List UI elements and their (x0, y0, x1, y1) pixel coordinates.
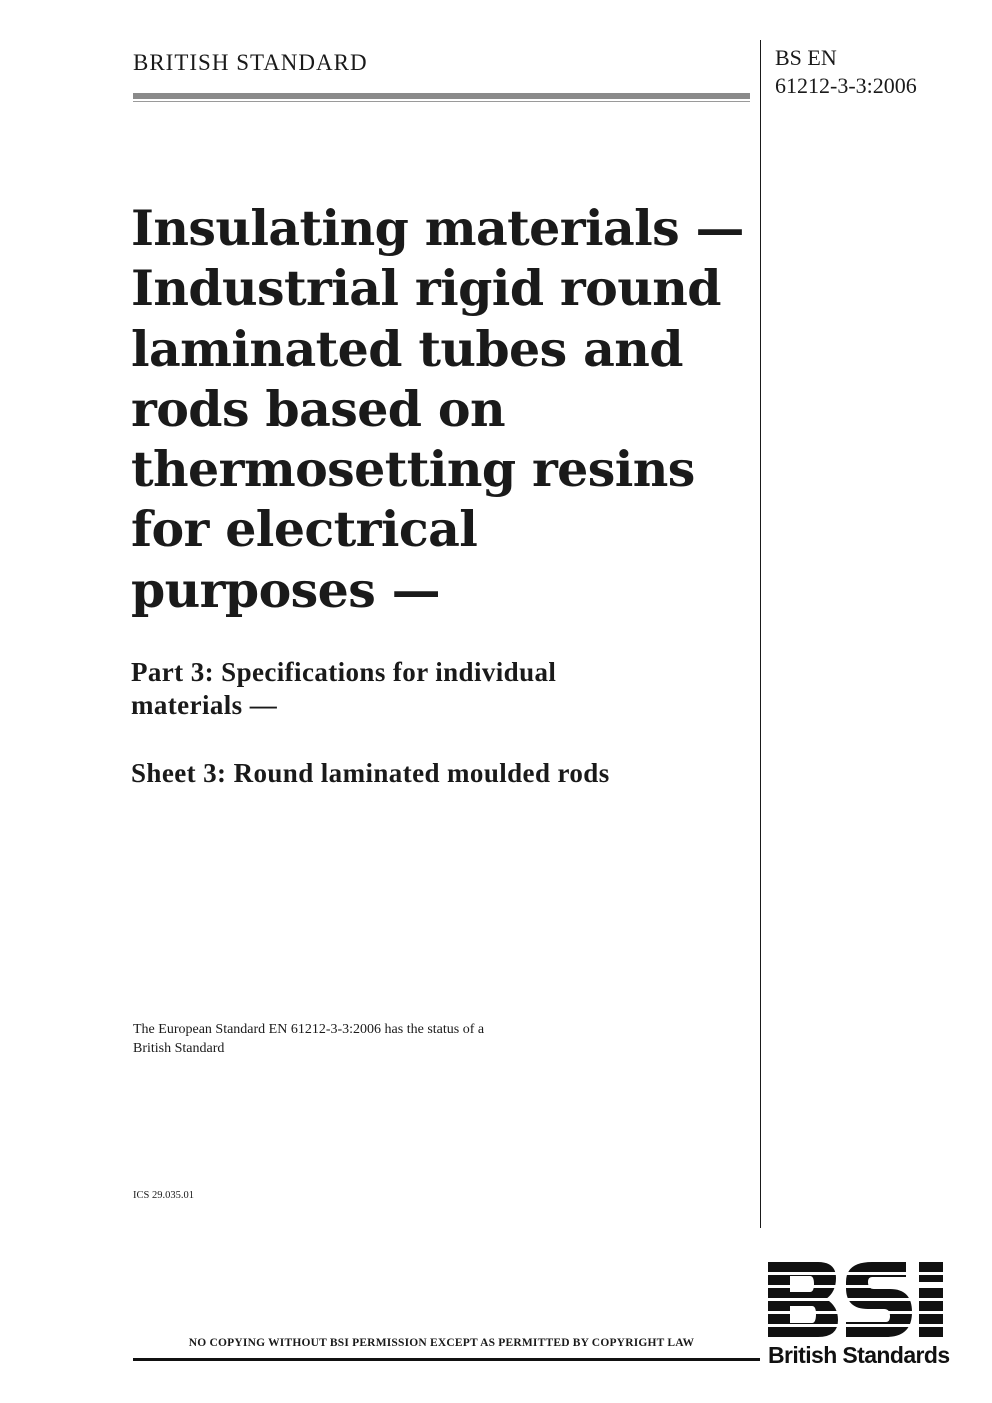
title-line: for electrical (131, 500, 478, 559)
part-title-line1: Part 3: Specifications for individual (131, 657, 557, 687)
title-line: thermosetting resins (131, 440, 695, 499)
copyright-notice: NO COPYING WITHOUT BSI PERMISSION EXCEPT AS PERMITTED BY COPYRIGHT LAW (188, 1337, 695, 1349)
document-title (131, 198, 746, 620)
title-line: laminated tubes and (131, 319, 683, 378)
ics-code: ICS 29.035.01 (133, 1190, 194, 1201)
bsi-tagline: British Standards (768, 1342, 950, 1368)
standard-number (775, 44, 917, 100)
title-line: purposes — (131, 560, 441, 619)
document-series-label: BRITISH STANDARD (133, 50, 368, 75)
margin-divider (760, 40, 761, 1228)
standard-number-line1: BS EN (775, 45, 837, 70)
title-line: rods based on (131, 379, 506, 438)
part-title (131, 656, 556, 722)
header-rule-thin (133, 101, 750, 102)
title-line: Insulating materials — (131, 199, 744, 257)
standard-number-line2: 61212-3-3:2006 (775, 73, 917, 98)
status-line1: The European Standard EN 61212-3-3:2006 has the status of a (133, 1022, 485, 1037)
status-line2: British Standard (133, 1041, 225, 1056)
header-rule (133, 93, 750, 99)
title-line: Industrial rigid round (131, 259, 721, 318)
status-statement (133, 1020, 484, 1058)
footer-rule (133, 1358, 760, 1361)
sheet-title: Sheet 3: Round laminated moulded rods (131, 758, 610, 788)
bsi-wordmark-icon (766, 1262, 946, 1342)
part-title-line2: materials — (131, 690, 278, 720)
